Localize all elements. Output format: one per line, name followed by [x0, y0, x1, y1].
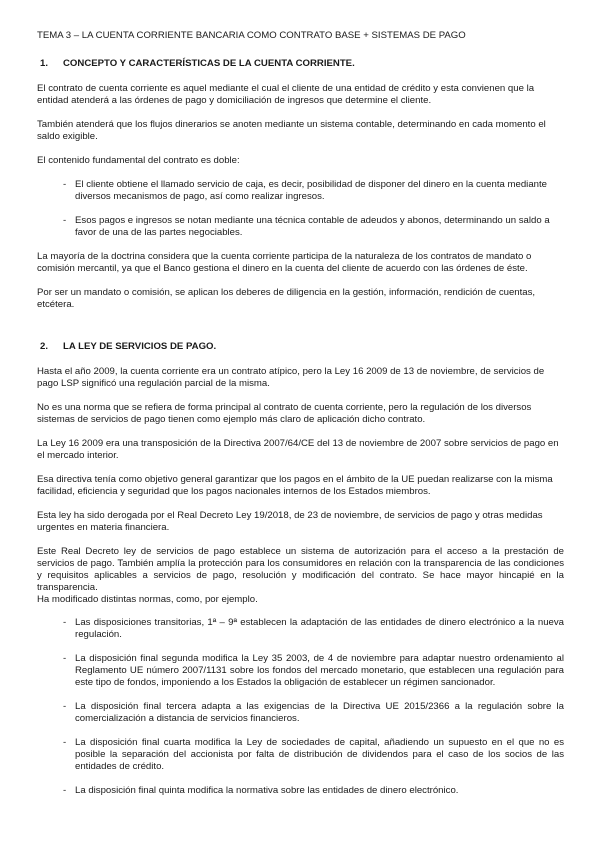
bullet-dash: -	[63, 653, 67, 664]
bullet-dash: -	[63, 617, 67, 628]
section-1-paragraph: Por ser un mandato o comisión, se aplican los deberes de diligencia en la gestión, información, rendición de cuentas, etcétera.	[37, 287, 536, 310]
section-1-paragraph: La mayoría de la doctrina considera que la cuenta corriente participa de la naturaleza de los contratos de mandato o comisión mercantil, ya que el Banco gestiona el dinero en la cuenta del cliente de acuerdo con las órdenes de éste.	[37, 251, 532, 274]
section-1-heading	[37, 58, 577, 70]
section-2-paragraph: Esta ley ha sido derogada por el Real Decreto Ley 19/2018, de 23 de noviembre, de servicios de pago y otras medidas urgentes en materia financiera.	[37, 510, 543, 533]
section-2-paragraph: Hasta el año 2009, la cuenta corriente era un contrato atípico, pero la Ley 16 2009 de 13 de noviembre, de servicios de pago LSP significó una regulación parcial de la misma.	[37, 366, 545, 389]
list-item-text: Las disposiciones transitorias, 1ª – 9ª establecen la adaptación de las entidades de dinero electrónico a la nueva regulación.	[75, 617, 564, 640]
list-item-text: Esos pagos e ingresos se notan mediante una técnica contable de adeudos y abonos, determinando un saldo a favor de una de las partes negociables.	[75, 215, 550, 238]
section-2-paragraph: Ha modificado distintas normas, como, por ejemplo.	[37, 594, 258, 605]
section-1-number: 1.	[40, 58, 49, 69]
bullet-dash: -	[63, 701, 67, 712]
list-item-text: La disposición final cuarta modifica la Ley de sociedades de capital, añadiendo un supuesto en el que no es posible la separación del accionista por falta de distribución de dividendos para el caso de los socios de las entidades de crédito.	[75, 737, 564, 772]
bullet-dash: -	[63, 179, 67, 190]
section-1-paragraph: También atenderá que los flujos dinerarios se anoten mediante un sistema contable, determinando en cada momento el saldo exigible.	[37, 119, 546, 142]
section-1-title: CONCEPTO Y CARACTERÍSTICAS DE LA CUENTA CORRIENTE.	[63, 58, 355, 69]
list-item-text: El cliente obtiene el llamado servicio de caja, es decir, posibilidad de disponer del dinero en la cuenta mediante diversos mecanismos de pago, así como realizar ingresos.	[75, 179, 547, 202]
section-2-paragraph: La Ley 16 2009 era una transposición de la Directiva 2007/64/CE del 13 de noviembre de 2007 sobre servicios de pago en el mercado interior.	[37, 438, 559, 461]
section-1-paragraph: El contenido fundamental del contrato es doble:	[37, 155, 240, 166]
section-1-paragraph: El contrato de cuenta corriente es aquel mediante el cual el cliente de una entidad de crédito y esta convienen que la entidad atenderá a las órdenes de pago y domiciliación de ingresos que determine el cliente.	[37, 83, 535, 106]
list-item-text: La disposición final tercera adapta a las exigencias de la Directiva UE 2015/2366 a la regulación sobre la comercialización a distancia de servicios financieros.	[75, 701, 564, 724]
section-2-paragraph: No es una norma que se refiera de forma principal al contrato de cuenta corriente, pero la regulación de los diversos sistemas de servicios de pago tienen como ejemplo más claro de aplicación dicho contrato.	[37, 402, 532, 425]
section-2-number: 2.	[40, 341, 49, 352]
document-title: TEMA 3 – LA CUENTA CORRIENTE BANCARIA COMO CONTRATO BASE + SISTEMAS DE PAGO	[37, 30, 466, 41]
section-2-paragraph: Este Real Decreto ley de servicios de pago establece un sistema de autorización para el acceso a la prestación de servicios de pago. También amplía la protección para los consumidores en relación con la transparencia de las condiciones y requisitos aplicables a servicios de pago, resolución y modificación del contrato. Se hace mayor hincapié en la transparencia.	[37, 546, 564, 593]
bullet-dash: -	[63, 785, 67, 796]
section-2-heading	[37, 341, 577, 353]
section-2-title: LA LEY DE SERVICIOS DE PAGO.	[63, 341, 217, 352]
bullet-dash: -	[63, 737, 67, 748]
section-2-paragraph: Esa directiva tenía como objetivo general garantizar que los pagos en el ámbito de la UE puedan realizarse con la misma facilidad, eficiencia y seguridad que los pagos nacionales internos de los Estados miembros.	[37, 474, 553, 497]
bullet-dash: -	[63, 215, 67, 226]
list-item-text: La disposición final quinta modifica la normativa sobre las entidades de dinero electrónico.	[75, 785, 459, 796]
list-item-text: La disposición final segunda modifica la Ley 35 2003, de 4 de noviembre para adaptar nuestro ordenamiento al Reglamento UE número 2007/1131 sobre los fondos del mercado monetario, que establecen una regulación para este tipo de fondos, imponiendo a los Estados la obligación de establecer un régimen sancionador.	[75, 653, 564, 688]
